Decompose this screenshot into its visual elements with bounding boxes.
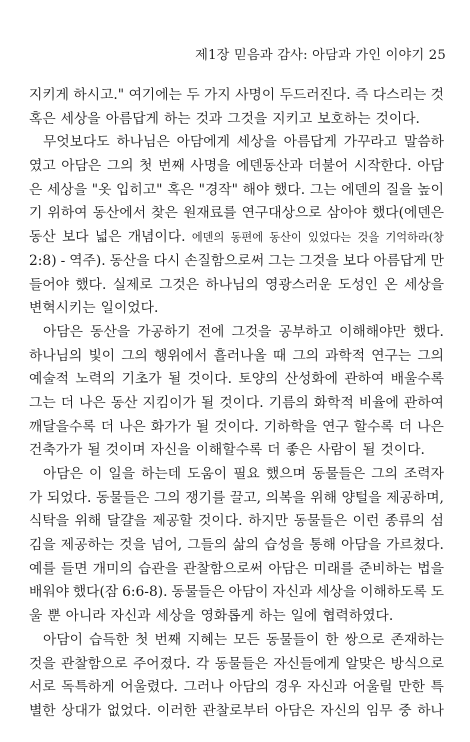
word: 아담을	[341, 537, 382, 554]
word: 들면	[60, 560, 88, 577]
text-line	[29, 297, 444, 321]
word: 아니라	[65, 608, 106, 625]
word: 아담은	[274, 702, 315, 719]
word: 아담이	[43, 631, 83, 648]
word: 두드러진다.	[279, 87, 351, 103]
word: 그의	[106, 158, 134, 175]
word: 아름답게	[105, 110, 159, 127]
word: 가르쳤다.	[386, 537, 444, 554]
word: 동물들이	[265, 631, 320, 648]
word: 제공하며,	[386, 489, 444, 506]
word: 보호하는	[317, 110, 371, 127]
word: 사명이	[235, 87, 276, 103]
word: 화학적	[313, 394, 354, 411]
word: 만한	[398, 679, 425, 696]
word: 관하여	[344, 371, 385, 388]
word: 하는	[258, 608, 286, 625]
text-line	[29, 700, 444, 724]
word: 그러나	[183, 679, 224, 696]
text-line	[29, 558, 444, 582]
word: 했으며	[265, 466, 306, 482]
text-line	[29, 321, 444, 345]
word: 원재료를	[183, 205, 237, 222]
word: 한	[325, 631, 339, 648]
word: 해야	[242, 181, 270, 198]
word: 질을	[385, 181, 413, 198]
word: 관찰로부터	[202, 702, 270, 719]
word: 하나	[417, 702, 444, 719]
word: 였고	[29, 158, 56, 175]
word: 김을	[29, 537, 56, 554]
word: 가공하기	[137, 323, 191, 340]
word: 다시	[153, 252, 181, 269]
word: 하는데	[141, 466, 182, 482]
word: 세상을	[236, 134, 277, 151]
word: 개미의	[92, 560, 133, 577]
word: 좋은	[285, 442, 313, 459]
word: 번째	[154, 631, 182, 648]
word: 관찰함으로	[61, 655, 128, 672]
word: 식탁을	[29, 513, 69, 530]
word: 동물들은	[96, 489, 150, 506]
word: 세상을	[47, 181, 88, 198]
word: 끌고,	[229, 489, 261, 506]
word: 임무	[365, 702, 393, 719]
word: 동물들은	[214, 655, 269, 672]
word: "경작"	[198, 181, 238, 198]
word: 아담은	[43, 466, 83, 482]
text-line	[29, 581, 444, 605]
word: 위해	[74, 513, 102, 530]
word: 될	[200, 394, 215, 411]
word: 의복을	[265, 489, 306, 506]
word: 알맞은	[345, 655, 386, 672]
word: 그의	[153, 489, 181, 506]
body-text	[29, 84, 444, 724]
word: 넘어,	[151, 537, 183, 554]
text-line	[29, 463, 444, 487]
word: 것을	[357, 231, 380, 245]
word: 자신과	[307, 679, 348, 696]
word: 은	[29, 181, 43, 198]
text-line	[29, 605, 444, 629]
word: 노력의	[75, 371, 116, 388]
word: 번째	[158, 158, 185, 175]
word: 별한	[29, 702, 56, 719]
word: 예술적	[29, 371, 69, 388]
word: 도성인	[338, 276, 378, 293]
word: 연구	[322, 418, 349, 435]
word: 아담은	[43, 323, 83, 340]
word: 사명을	[190, 158, 231, 175]
word: 양털을	[341, 489, 382, 506]
word: 더	[100, 418, 115, 435]
word: 것이다.	[187, 371, 233, 388]
word: 기름의	[268, 394, 309, 411]
word: 이	[89, 466, 103, 482]
word: 6:6-8).	[122, 584, 168, 601]
word: 했다.	[274, 181, 306, 198]
word: 비율에	[358, 394, 399, 411]
word: 기	[29, 205, 43, 222]
word: 연구는	[371, 347, 412, 364]
word: 가지	[204, 87, 231, 103]
word: 자신의	[320, 702, 361, 719]
word: 습성을	[264, 537, 305, 554]
word: 그의	[292, 347, 319, 364]
word: 배울수록	[390, 371, 444, 388]
word: 여기에는	[128, 87, 182, 103]
word: -	[60, 252, 66, 269]
word: 손질함으로써	[184, 252, 265, 269]
word: 말씀하	[403, 134, 444, 151]
word: 즉	[355, 87, 369, 103]
running-header: 제1장 믿음과 감사: 아담과 가인 이야기 25	[195, 48, 446, 63]
word: 하는	[163, 110, 191, 127]
word: 아담은	[268, 560, 309, 577]
word: 지키고	[272, 110, 313, 127]
word: 그의	[371, 466, 398, 482]
word: 특	[430, 679, 444, 696]
word: 나은	[417, 418, 444, 435]
word: 필요	[233, 466, 260, 482]
word: 동산	[110, 394, 138, 411]
word: 것을	[29, 655, 56, 672]
text-line	[29, 108, 444, 132]
word: 했다.	[412, 323, 444, 340]
word: 아담	[417, 158, 444, 175]
word: 더불어	[308, 158, 349, 175]
word: 공부하고	[278, 323, 332, 340]
word: 깨달을수록	[29, 418, 96, 435]
word: 것이다.	[380, 442, 425, 459]
word: 중	[398, 702, 412, 719]
word: 동물들은	[171, 584, 225, 601]
word: 세상을	[60, 110, 101, 127]
word: 아담이	[228, 584, 269, 601]
word: 동산이	[269, 231, 302, 245]
word: 관찰함으로써	[183, 560, 264, 577]
word: 하나님의	[205, 276, 259, 293]
word: 산성화에	[284, 371, 339, 388]
word: 도	[430, 584, 444, 601]
word: 변혁시키는	[29, 300, 96, 317]
word: 했다.	[75, 276, 107, 293]
text-line	[29, 226, 444, 250]
word: 세상을	[404, 276, 444, 293]
word: 독특하게	[61, 679, 115, 696]
word: 일에	[290, 608, 318, 625]
word: 에덴동산과	[236, 158, 303, 175]
word: 될	[362, 442, 376, 459]
word: 가꾸라고	[343, 134, 398, 151]
word: 존재하는	[390, 631, 444, 648]
text-line	[29, 250, 444, 274]
word: 연구대상으로	[241, 205, 322, 222]
word: 어울렸다.	[120, 679, 178, 696]
word: 더	[60, 394, 75, 411]
word: 만	[430, 252, 444, 269]
word: 행위에서	[154, 347, 208, 364]
word: 삶의	[232, 537, 260, 554]
word: 동산에서	[92, 205, 147, 222]
word: 동산을	[90, 323, 131, 340]
word: 도움이	[187, 466, 228, 482]
text-line	[29, 155, 444, 179]
word: 했다(잠	[72, 584, 119, 601]
word: 동산을	[109, 252, 150, 269]
word: 습득한	[89, 631, 130, 648]
word: 되었다.	[46, 489, 92, 506]
word: 아담은	[61, 158, 102, 175]
word: 그것을	[298, 252, 339, 269]
word: 이런	[352, 513, 380, 530]
word: 개념이다.	[127, 229, 186, 246]
word: 사람이	[317, 442, 358, 459]
word: 일을	[108, 466, 136, 482]
word: 준비하는	[358, 560, 413, 577]
word: 이러한	[156, 702, 197, 719]
word: 될	[195, 418, 210, 435]
word: 예를	[29, 560, 56, 577]
word: 주어졌다.	[132, 655, 191, 672]
word: 이해하도록	[360, 584, 427, 601]
word: 하나님의	[29, 347, 83, 364]
word: 위하여	[47, 205, 88, 222]
word: 과학적	[325, 347, 366, 364]
word: 동산	[29, 229, 56, 246]
word: 혹은	[167, 181, 194, 198]
word: 종류의	[384, 513, 425, 530]
word: 영광스러운	[265, 276, 332, 293]
word: 각	[196, 655, 210, 672]
word: 쟁기를	[185, 489, 226, 506]
word: 섬	[430, 513, 444, 530]
word: 그것을	[231, 323, 272, 340]
word: 보다	[61, 229, 89, 246]
word: 더	[398, 418, 413, 435]
word: 첫	[139, 158, 153, 175]
word: 것이다.	[198, 513, 243, 530]
word: 일이었다.	[100, 300, 159, 317]
word: 없었다.	[106, 702, 152, 719]
word: 전에	[197, 323, 225, 340]
word: 것과	[195, 110, 223, 127]
word: 자신을	[150, 442, 191, 459]
word: 삼아야	[326, 205, 367, 222]
word: 2:8)	[29, 252, 57, 269]
word: 그의	[121, 347, 148, 364]
word: 영화롭게	[200, 608, 254, 625]
text-line	[29, 274, 444, 298]
word: 보다	[342, 252, 370, 269]
word: 경우	[274, 679, 302, 696]
word: 에덴의	[341, 181, 382, 198]
word: 넓은	[94, 229, 122, 246]
word: 자신과	[272, 584, 313, 601]
word: 무엇보다도	[43, 134, 110, 151]
word: 시작한다.	[353, 158, 412, 175]
word: 할수록	[353, 418, 394, 435]
word: 있었다는	[308, 231, 352, 245]
word: 동편에	[230, 231, 263, 245]
word: 흘러나올	[213, 347, 267, 364]
word: 될	[167, 371, 182, 388]
text-line	[29, 368, 444, 392]
word: 에덴의	[191, 231, 225, 245]
word: 아담에게	[176, 134, 230, 151]
word: 나은	[119, 418, 146, 435]
word: 것이다.	[219, 394, 264, 411]
word: 방식으로	[390, 655, 444, 672]
word: 것이다.	[375, 110, 420, 127]
word: 그의	[417, 347, 444, 364]
text-line	[29, 510, 444, 534]
text-line	[29, 629, 444, 653]
word: 지혜는	[187, 631, 228, 648]
word: 이해할수록	[195, 442, 263, 459]
word: 더	[267, 442, 281, 459]
word: 달걀을	[106, 513, 147, 530]
word: 하나님은	[116, 134, 170, 151]
word: 협력하였다.	[322, 608, 394, 625]
word: 습관을	[137, 560, 178, 577]
word: 아름답게	[373, 252, 427, 269]
word: 하시고."	[73, 87, 125, 103]
word: 그것은	[159, 276, 200, 293]
word: 될	[87, 442, 101, 459]
word: 들어야	[29, 276, 69, 293]
word: 건축가가	[29, 442, 83, 459]
word: 동물들은	[293, 513, 348, 530]
word: 지킴이가	[142, 394, 196, 411]
word: 입히고"	[116, 181, 163, 198]
word: 것이다.	[214, 418, 259, 435]
word: 두	[186, 87, 200, 103]
word: 통해	[309, 537, 336, 554]
text-line	[29, 676, 444, 700]
text-line	[29, 653, 444, 677]
word: 첫	[135, 631, 149, 648]
word: 미래를	[313, 560, 354, 577]
word: 가	[29, 489, 43, 506]
word: 쌍으로	[344, 631, 385, 648]
word: 온	[384, 276, 398, 293]
word: 기초가	[121, 371, 162, 388]
word: 빛이	[88, 347, 116, 364]
word: 것이며	[105, 442, 146, 459]
word: 것을	[119, 537, 146, 554]
word: 관하여	[403, 394, 444, 411]
text-line	[29, 392, 444, 416]
word: 세상을	[155, 608, 196, 625]
word: 화가가	[150, 418, 191, 435]
word: 높이	[417, 181, 444, 198]
word: 그는	[29, 394, 56, 411]
word: 기억하라(창	[385, 231, 444, 245]
word: 조력자	[403, 466, 444, 482]
word: 나은	[79, 394, 106, 411]
text-line	[29, 416, 444, 440]
word: 자신들에게	[273, 655, 340, 672]
word: 혹은	[29, 110, 56, 127]
word: 법을	[417, 560, 444, 577]
word: 울	[29, 608, 43, 625]
word: 제공하는	[60, 537, 115, 554]
word: 실제로	[112, 276, 153, 293]
word: 세상을	[316, 584, 357, 601]
word: 위해	[310, 489, 337, 506]
word: 찾은	[151, 205, 178, 222]
word: 것	[430, 87, 444, 103]
text-line	[29, 179, 444, 203]
text-line	[29, 439, 444, 463]
text-line	[29, 202, 444, 226]
word: 뿐	[47, 608, 61, 625]
word: 이해해야만	[339, 323, 406, 340]
word: 역주).	[69, 252, 106, 269]
word: 제공할	[152, 513, 193, 530]
word: 때	[272, 347, 287, 364]
word: 다스리는	[372, 87, 427, 103]
word: 그는	[268, 252, 295, 269]
word: 동물들은	[311, 466, 366, 482]
word: 그것을	[227, 110, 268, 127]
text-line	[29, 131, 444, 155]
word: 지키게	[29, 87, 69, 103]
word: 어울릴	[352, 679, 393, 696]
word: 기하학을	[263, 418, 317, 435]
text-line	[29, 534, 444, 558]
word: 자신과	[110, 608, 151, 625]
text-line	[29, 487, 444, 511]
word: 그는	[309, 181, 337, 198]
word: 상대가	[61, 702, 102, 719]
word: 토양의	[238, 371, 279, 388]
word: 모든	[233, 631, 260, 648]
word: "옷	[91, 181, 112, 198]
word: 했다(에덴은	[371, 205, 444, 222]
text-line	[29, 84, 444, 108]
text-line	[29, 345, 444, 369]
word: 하지만	[248, 513, 289, 530]
word: 아담의	[229, 679, 270, 696]
word: 그들의	[187, 537, 228, 554]
word: 서로	[29, 679, 56, 696]
word: 배워야	[29, 584, 69, 601]
word: 아름답게	[283, 134, 337, 151]
